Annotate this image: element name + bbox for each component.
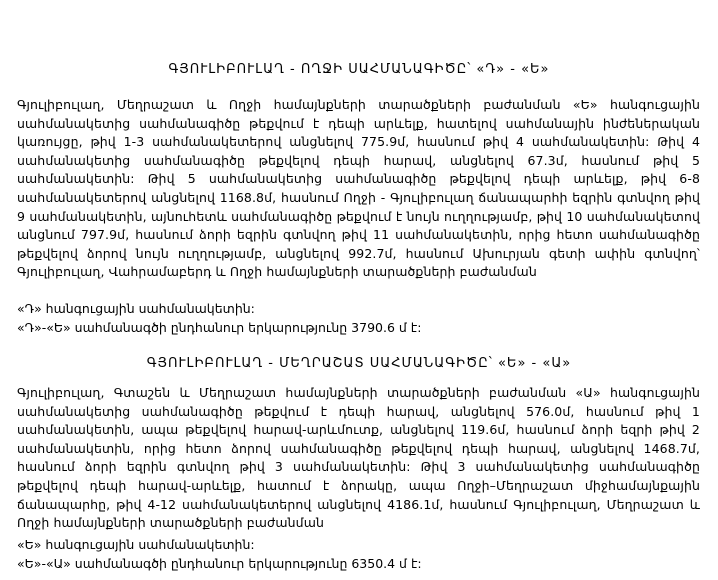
node-line-2: «Ե» հանգուցային սահմանակետին: [17, 537, 255, 552]
length-line-1: «Դ»-«Ե» սահմանագծի ընդհանուր երկարությունը 3790.6 մ է: [17, 320, 422, 335]
length-line-2: «Ե»-«Ա» սահմանագծի ընդհանուր երկարությունը 6350.4 մ է: [17, 556, 422, 571]
section-title-2: ԳՅՈՒԼԻԲՈՒԼԱՂ - ՄԵՂՐԱՇԱՏ ՍԱՀՄԱՆԱԳԻԾԸ՝ «Ե» - «Ա» [146, 356, 572, 371]
section-title-1: ԳՅՈՒԼԻԲՈՒԼԱՂ - ՈՂՋԻ ՍԱՀՄԱՆԱԳԻԾԸ՝ «Դ» - «Ե» [168, 62, 550, 77]
section-body-2: Գյուլիբուլաղ, Գտաշեն և Մեղրաշատ համայնքների տարածքների բաժանման «Ա» հանգուցային սահմանակետից սահմանագիծը թեքվում է դեպի հարավ, անցնելով 576.0մ, հասնում թիվ 1 սահմանակետին, ապա թեքվելով հարավ-արևմուտք, անցնելով 119.6մ, հասնում ձորի եզրի թիվ 2 սահմանակետին, որից հետո ձորով սահմանագիծը թեքվելով դեպի հարավ, անցնելով 1468.7մ, հասնում ձորի եզրին գտնվող թիվ 3 սահմանակետին: Թիվ 3 սահմանակետից սահմանագիծը թեքվելով դեպի հարավ-արևելք, հատում է ձորակը, ապա Ողջի–Մեղրաշատ միջհամայնքային ճանապարհը, թիվ 4-12 սահմանակետերով անցնելով 4186.1մ, հասնում Գյուլիբուլաղ, Մեղրաշատ և Ողջի համայնքների տարածքների բաժանման [17, 385, 700, 531]
node-line-1: «Դ» հանգուցային սահմանակետին: [17, 301, 255, 316]
section-body-1: Գյուլիբուլաղ, Մեղրաշատ և Ողջի համայնքների տարածքների բաժանման «Ե» հանգուցային սահմանակետից սահմանագիծը թեքվում է դեպի արևելք, հատելով սահմանային ինժեներական կառույցը, թիվ 1-3 սահմանակետերով անցնելով 775.9մ, հասնում թիվ 4 սահմանակետին: Թիվ 4 սահմանակետից սահմանագիծը թեքվելով դեպի հարավ, անցնելով 67.3մ, հասնում թիվ 5 սահմանակետին: Թիվ 5 սահմանակետից սահմանագիծը թեքվելով դեպի արևելք, թիվ 6-8 սահմանակետերով անցնելով 1168.8մ, հասնում Ողջի - Գյուլիբուլաղ ճանապարհի եզրին գտնվող թիվ 9 սահմանակետին, այնուհետև սահմանագիծը թեքվում է նույն ուղղությամբ, թիվ 10 սահմանակետով անցնում 797.9մ, հասնում ձորի եզրին գտնվող թիվ 11 սահմանակետին, որից հետո սահմանագիծը թեքվելով ձորով նույն ուղղությամբ, անցնելով 992.7մ, հասնում Ախուրյան գետի ափին գտնվող՝ Գյուլիբուլաղ, Վահրամաբերդ և Ողջի համայնքների տարածքների բաժանման [17, 97, 700, 280]
